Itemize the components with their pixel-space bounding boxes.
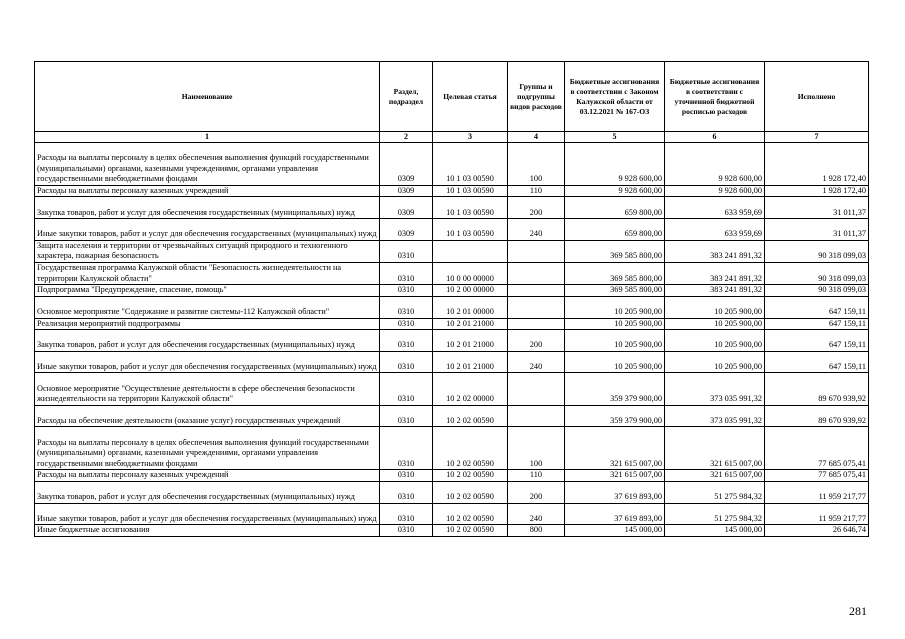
row-ispoln: 90 318 099,03	[765, 285, 869, 297]
table-row	[35, 470, 869, 482]
row-razdel: 0310	[380, 318, 433, 330]
row-statya: 10 1 03 00590	[433, 197, 508, 219]
row-razdel: 0310	[380, 427, 433, 470]
row-zakon: 10 205 900,00	[565, 330, 665, 352]
table-row	[35, 240, 869, 262]
table-row	[35, 263, 869, 285]
table-row	[35, 296, 869, 318]
row-vid: 200	[508, 481, 565, 503]
row-ispoln: 31 011,37	[765, 197, 869, 219]
row-name: Иные закупки товаров, работ и услуг для обеспечения государственных (муниципальных) нужд	[35, 219, 380, 241]
row-rospis: 373 035 991,32	[665, 405, 765, 427]
row-ispoln: 26 646,74	[765, 525, 869, 537]
row-ispoln: 89 670 939,92	[765, 373, 869, 405]
row-ispoln: 77 685 075,41	[765, 470, 869, 482]
row-rospis: 321 615 007,00	[665, 470, 765, 482]
row-razdel: 0310	[380, 285, 433, 297]
row-vid: 240	[508, 219, 565, 241]
row-name: Расходы на выплаты персоналу казенных учреждений	[35, 470, 380, 482]
row-statya: 10 1 03 00590	[433, 143, 508, 186]
row-rospis: 321 615 007,00	[665, 427, 765, 470]
row-ispoln: 647 159,11	[765, 318, 869, 330]
header-row	[35, 62, 869, 132]
row-statya: 10 1 03 00590	[433, 185, 508, 197]
row-razdel: 0310	[380, 263, 433, 285]
row-razdel: 0309	[380, 197, 433, 219]
row-ispoln: 11 959 217,77	[765, 481, 869, 503]
row-zakon: 369 585 800,00	[565, 285, 665, 297]
row-vid: 100	[508, 427, 565, 470]
row-ispoln: 1 928 172,40	[765, 185, 869, 197]
row-ispoln: 90 318 099,03	[765, 240, 869, 262]
row-rospis: 383 241 891,32	[665, 285, 765, 297]
header-statya: Целевая статья	[433, 62, 508, 132]
row-statya: 10 2 01 21000	[433, 318, 508, 330]
row-rospis: 633 959,69	[665, 219, 765, 241]
table-row	[35, 197, 869, 219]
row-rospis: 10 205 900,00	[665, 351, 765, 373]
row-statya: 10 2 02 00590	[433, 503, 508, 525]
col-number: 7	[765, 132, 869, 143]
row-name: Подпрограмма "Предупреждение, спасение, помощь"	[35, 285, 380, 297]
row-name: Иные закупки товаров, работ и услуг для обеспечения государственных (муниципальных) нужд	[35, 503, 380, 525]
table-row	[35, 351, 869, 373]
row-zakon: 659 800,00	[565, 219, 665, 241]
row-name: Закупка товаров, работ и услуг для обеспечения государственных (муниципальных) нужд	[35, 481, 380, 503]
row-zakon: 37 619 893,00	[565, 481, 665, 503]
row-statya: 10 1 03 00590	[433, 219, 508, 241]
row-vid	[508, 373, 565, 405]
table-row	[35, 373, 869, 405]
row-vid	[508, 296, 565, 318]
row-statya: 10 2 01 21000	[433, 330, 508, 352]
row-vid: 240	[508, 351, 565, 373]
page-number: 281	[849, 604, 867, 618]
budget-table-sheet	[34, 61, 868, 537]
row-zakon: 359 379 900,00	[565, 405, 665, 427]
row-rospis: 51 275 984,32	[665, 481, 765, 503]
row-zakon: 369 585 800,00	[565, 263, 665, 285]
row-rospis: 145 000,00	[665, 525, 765, 537]
row-ispoln: 31 011,37	[765, 219, 869, 241]
row-razdel: 0310	[380, 405, 433, 427]
row-statya: 10 2 01 00000	[433, 296, 508, 318]
row-statya: 10 0 00 00000	[433, 263, 508, 285]
row-ispoln: 1 928 172,40	[765, 143, 869, 186]
row-name: Иные бюджетные ассигнования	[35, 525, 380, 537]
col-number: 1	[35, 132, 380, 143]
row-razdel: 0310	[380, 296, 433, 318]
row-name: Расходы на выплаты персоналу в целях обеспечения выполнения функций государственными (муниципальными) органами, казенными учреждениями, органами управления государственными внебюджетными фондами	[35, 143, 380, 186]
row-vid: 200	[508, 197, 565, 219]
row-ispoln: 647 159,11	[765, 330, 869, 352]
budget-table	[34, 61, 869, 537]
row-name: Защита населения и территории от чрезвычайных ситуаций природного и техногенного характера, пожарная безопасность	[35, 240, 380, 262]
row-rospis: 9 928 600,00	[665, 185, 765, 197]
row-razdel: 0309	[380, 143, 433, 186]
row-razdel: 0310	[380, 470, 433, 482]
row-name: Реализация мероприятий подпрограммы	[35, 318, 380, 330]
row-vid: 110	[508, 470, 565, 482]
row-ispoln: 90 318 099,03	[765, 263, 869, 285]
row-razdel: 0310	[380, 481, 433, 503]
row-razdel: 0309	[380, 185, 433, 197]
row-name: Основное мероприятие "Содержание и развитие системы-112 Калужской области"	[35, 296, 380, 318]
row-ispoln: 647 159,11	[765, 296, 869, 318]
col-number: 4	[508, 132, 565, 143]
header-ispoln: Исполнено	[765, 62, 869, 132]
header-zakon: Бюджетные ассигнования в соответствии с Законом Калужской области от 03.12.2021 № 167-ОЗ	[565, 62, 665, 132]
row-zakon: 9 928 600,00	[565, 143, 665, 186]
row-rospis: 633 959,69	[665, 197, 765, 219]
row-statya: 10 2 02 00590	[433, 525, 508, 537]
row-zakon: 145 000,00	[565, 525, 665, 537]
row-vid	[508, 263, 565, 285]
col-number: 5	[565, 132, 665, 143]
table-row	[35, 405, 869, 427]
table-row	[35, 330, 869, 352]
row-vid	[508, 285, 565, 297]
row-rospis: 383 241 891,32	[665, 263, 765, 285]
row-razdel: 0309	[380, 219, 433, 241]
row-rospis: 10 205 900,00	[665, 330, 765, 352]
row-zakon: 10 205 900,00	[565, 318, 665, 330]
row-zakon: 659 800,00	[565, 197, 665, 219]
row-vid	[508, 318, 565, 330]
row-rospis: 51 275 984,32	[665, 503, 765, 525]
row-vid: 200	[508, 330, 565, 352]
row-ispoln: 77 685 075,41	[765, 427, 869, 470]
row-rospis: 9 928 600,00	[665, 143, 765, 186]
row-vid	[508, 240, 565, 262]
row-statya: 10 2 02 00000	[433, 373, 508, 405]
row-vid: 110	[508, 185, 565, 197]
row-vid: 240	[508, 503, 565, 525]
row-statya: 10 2 02 00590	[433, 405, 508, 427]
row-razdel: 0310	[380, 351, 433, 373]
row-zakon: 321 615 007,00	[565, 427, 665, 470]
table-row	[35, 481, 869, 503]
col-number: 6	[665, 132, 765, 143]
row-zakon: 9 928 600,00	[565, 185, 665, 197]
row-ispoln: 647 159,11	[765, 351, 869, 373]
table-row	[35, 503, 869, 525]
header-vid: Группы и подгруппы видов расходов	[508, 62, 565, 132]
row-vid: 800	[508, 525, 565, 537]
table-body	[35, 143, 869, 537]
row-zakon: 369 585 800,00	[565, 240, 665, 262]
row-statya: 10 2 00 00000	[433, 285, 508, 297]
row-razdel: 0310	[380, 503, 433, 525]
row-vid: 100	[508, 143, 565, 186]
row-zakon: 321 615 007,00	[565, 470, 665, 482]
row-zakon: 359 379 900,00	[565, 373, 665, 405]
col-number: 2	[380, 132, 433, 143]
header-rospis: Бюджетные ассигнования в соответствии с уточненной бюджетной росписью расходов	[665, 62, 765, 132]
row-name: Расходы на обеспечение деятельности (оказание услуг) государственных учреждений	[35, 405, 380, 427]
row-ispoln: 89 670 939,92	[765, 405, 869, 427]
header-razdel: Раздел, подраздел	[380, 62, 433, 132]
row-zakon: 37 619 893,00	[565, 503, 665, 525]
row-zakon: 10 205 900,00	[565, 351, 665, 373]
row-ispoln: 11 959 217,77	[765, 503, 869, 525]
row-rospis: 10 205 900,00	[665, 296, 765, 318]
col-number: 3	[433, 132, 508, 143]
row-statya: 10 2 02 00590	[433, 427, 508, 470]
row-statya: 10 2 02 00590	[433, 481, 508, 503]
row-name: Государственная программа Калужской области "Безопасность жизнедеятельности на территории Калужской области"	[35, 263, 380, 285]
row-name: Закупка товаров, работ и услуг для обеспечения государственных (муниципальных) нужд	[35, 330, 380, 352]
table-row	[35, 285, 869, 297]
row-statya	[433, 240, 508, 262]
row-rospis: 373 035 991,32	[665, 373, 765, 405]
row-rospis: 10 205 900,00	[665, 318, 765, 330]
row-name: Закупка товаров, работ и услуг для обеспечения государственных (муниципальных) нужд	[35, 197, 380, 219]
row-razdel: 0310	[380, 240, 433, 262]
row-statya: 10 2 02 00590	[433, 470, 508, 482]
row-rospis: 383 241 891,32	[665, 240, 765, 262]
table-row	[35, 318, 869, 330]
table-row	[35, 143, 869, 186]
row-name: Основное мероприятие "Осуществление деятельности в сфере обеспечения безопасности жизнедеятельности на территории Калужской области"	[35, 373, 380, 405]
row-name: Расходы на выплаты персоналу казенных учреждений	[35, 185, 380, 197]
table-row	[35, 525, 869, 537]
table-row	[35, 219, 869, 241]
row-vid	[508, 405, 565, 427]
table-row	[35, 427, 869, 470]
row-razdel: 0310	[380, 330, 433, 352]
row-razdel: 0310	[380, 525, 433, 537]
column-number-row	[35, 132, 869, 143]
row-zakon: 10 205 900,00	[565, 296, 665, 318]
header-name: Наименование	[35, 62, 380, 132]
table-row	[35, 185, 869, 197]
row-razdel: 0310	[380, 373, 433, 405]
row-name: Иные закупки товаров, работ и услуг для обеспечения государственных (муниципальных) нужд	[35, 351, 380, 373]
row-name: Расходы на выплаты персоналу в целях обеспечения выполнения функций государственными (муниципальными) органами, казенными учреждениями, органами управления государственными внебюджетными фондами	[35, 427, 380, 470]
row-statya: 10 2 01 21000	[433, 351, 508, 373]
